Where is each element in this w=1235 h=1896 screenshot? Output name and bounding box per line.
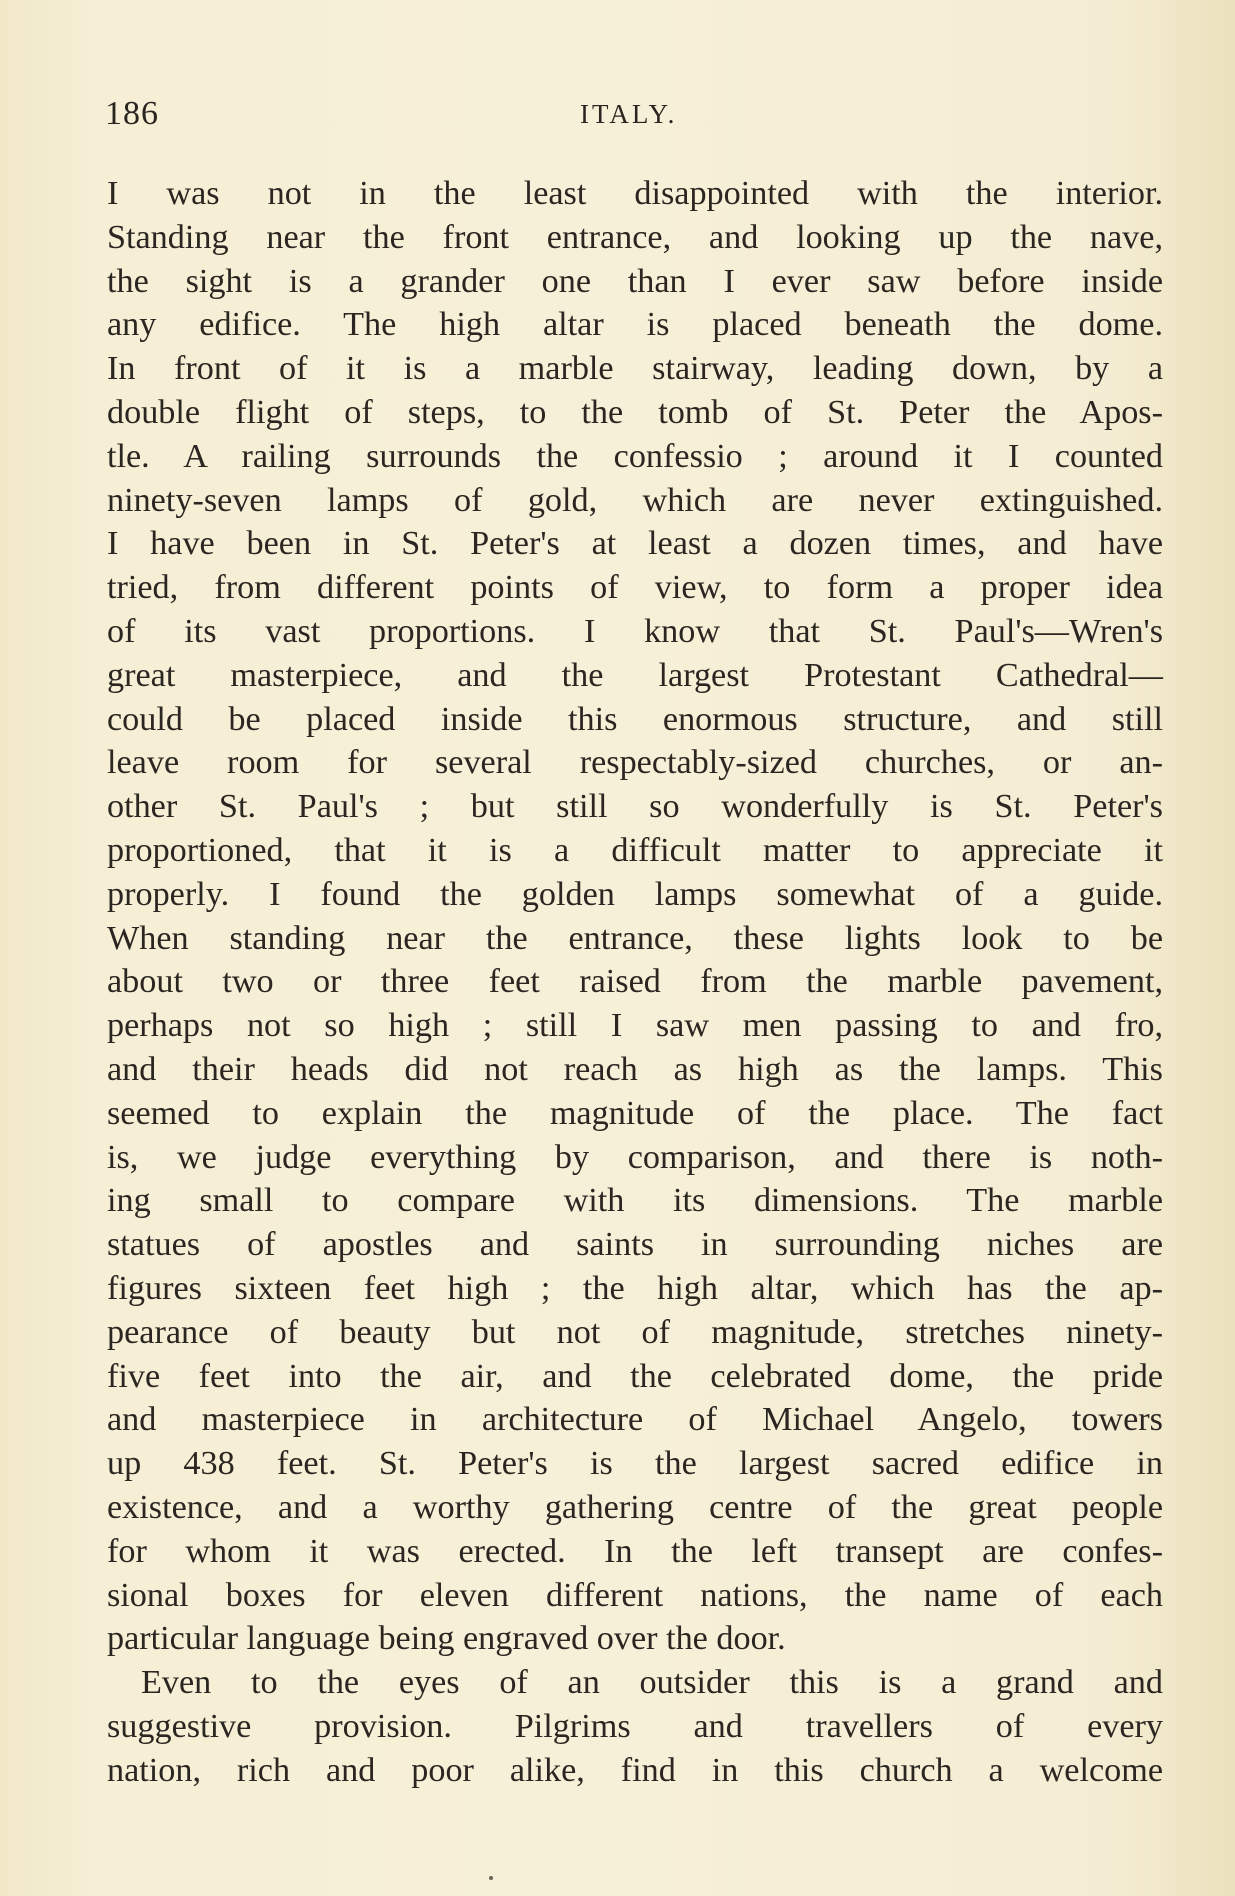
text-line: could be placed inside this enormous structure, and still — [107, 700, 1163, 738]
text-line: and masterpiece in architecture of Michael Angelo, towers — [107, 1401, 1163, 1439]
text-line: double flight of steps, to the tomb of St. Peter the Apos- — [107, 393, 1163, 431]
text-line: suggestive provision. Pilgrims and travellers of every — [107, 1707, 1163, 1745]
text-line: leave room for several respectably-sized churches, or an- — [107, 744, 1163, 782]
paper-speck — [489, 1876, 493, 1880]
text-line: the sight is a grander one than I ever saw before inside — [107, 262, 1163, 300]
text-line: existence, and a worthy gathering centre of the great people — [107, 1488, 1163, 1526]
text-line: pearance of beauty but not of magnitude, stretches ninety- — [107, 1313, 1163, 1351]
text-line: five feet into the air, and the celebrated dome, the pride — [107, 1357, 1163, 1395]
text-line: and their heads did not reach as high as the lamps. This — [107, 1050, 1163, 1088]
text-line: In front of it is a marble stairway, leading down, by a — [107, 350, 1163, 388]
text-line: any edifice. The high altar is placed beneath the dome. — [107, 306, 1163, 344]
text-line: ninety-seven lamps of gold, which are never extinguished. — [107, 481, 1163, 519]
text-line: is, we judge everything by comparison, and there is noth- — [107, 1138, 1163, 1176]
running-head: ITALY. — [580, 99, 678, 129]
text-line: I was not in the least disappointed with the interior. — [107, 175, 1163, 212]
body-text — [107, 172, 1163, 1792]
text-line: Standing near the front entrance, and looking up the nave, — [107, 218, 1163, 256]
text-line: particular language being engraved over the door. — [107, 1620, 786, 1658]
text-line: When standing near the entrance, these lights look to be — [107, 919, 1163, 957]
page-header — [105, 95, 1165, 135]
text-line: ing small to compare with its dimensions. The marble — [107, 1182, 1163, 1220]
text-line: Even to the eyes of an outsider this is a grand and — [141, 1664, 1163, 1702]
text-line: figures sixteen feet high ; the high altar, which has the ap- — [107, 1269, 1163, 1307]
text-line: great masterpiece, and the largest Protestant Cathedral— — [107, 656, 1163, 694]
text-line: tle. A railing surrounds the confessio ; around it I counted — [107, 437, 1163, 475]
text-line: I have been in St. Peter's at least a dozen times, and have — [107, 525, 1163, 563]
text-line: sional boxes for eleven different nations, the name of each — [107, 1576, 1163, 1614]
text-line: about two or three feet raised from the marble pavement, — [107, 963, 1163, 1001]
text-line: seemed to explain the magnitude of the place. The fact — [107, 1094, 1163, 1132]
text-line: for whom it was erected. In the left transept are confes- — [107, 1532, 1163, 1570]
page-number: 186 — [105, 95, 159, 132]
paragraph — [107, 172, 1163, 1661]
text-line: statues of apostles and saints in surrounding niches are — [107, 1226, 1163, 1264]
text-line: of its vast proportions. I know that St. Paul's—Wren's — [107, 612, 1163, 650]
text-line: nation, rich and poor alike, find in this church a welcome — [107, 1751, 1163, 1789]
text-line: other St. Paul's ; but still so wonderfully is St. Peter's — [107, 788, 1163, 826]
text-line: proportioned, that it is a difficult matter to appreciate it — [107, 831, 1163, 869]
text-line: properly. I found the golden lamps somewhat of a guide. — [107, 875, 1163, 913]
text-line: up 438 feet. St. Peter's is the largest sacred edifice in — [107, 1445, 1163, 1483]
paragraph — [107, 1661, 1163, 1792]
text-line: tried, from different points of view, to form a proper idea — [107, 569, 1163, 607]
text-line: perhaps not so high ; still I saw men passing to and fro, — [107, 1007, 1163, 1045]
